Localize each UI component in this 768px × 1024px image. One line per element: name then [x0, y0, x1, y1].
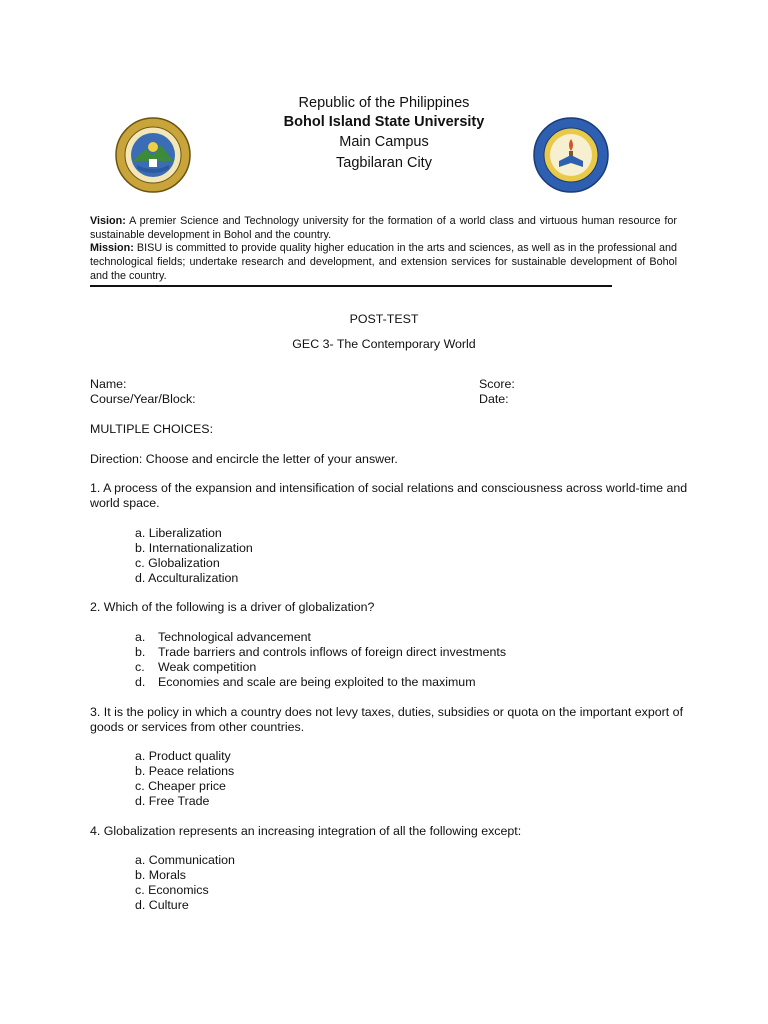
question-3-options [135, 749, 234, 809]
option[interactable]: c. Globalization [135, 556, 220, 570]
option[interactable] [135, 675, 506, 690]
university-name: Bohol Island State University [283, 114, 485, 130]
question-3: 3. It is the policy in which a country does not levy taxes, duties, subsidies or quota on the important export of goods or services from other countries. [90, 705, 684, 734]
question-4: 4. Globalization represents an increasing integration of all the following except: [90, 824, 522, 838]
option[interactable] [135, 660, 506, 675]
header-divider [90, 285, 612, 287]
option[interactable] [135, 630, 506, 645]
direction-text: Direction: Choose and encircle the letter of your answer. [90, 452, 398, 466]
option[interactable]: a. Communication [135, 853, 235, 867]
option[interactable] [135, 645, 506, 660]
city-name: Tagbilaran City [336, 155, 432, 171]
question-4-options [135, 853, 235, 913]
option-text: Weak competition [158, 660, 257, 674]
option-letter: b. [135, 645, 146, 659]
score-field-label: Score: [479, 377, 515, 391]
section-heading: MULTIPLE CHOICES: [90, 422, 214, 436]
course-title: GEC 3- The Contemporary World [292, 337, 476, 351]
option[interactable]: b. Peace relations [135, 764, 235, 778]
option[interactable]: d. Free Trade [135, 794, 210, 808]
option-letter: d. [135, 675, 146, 689]
mission-label: Mission: [90, 242, 134, 254]
name-field-label: Name: [90, 377, 127, 391]
vision-text: A premier Science and Technology university for the formation of a world class and virtuous human resource for sustainable development in Bohol and the country. [90, 215, 677, 241]
mission-statement [90, 242, 677, 283]
option[interactable]: a. Liberalization [135, 526, 222, 540]
vision-statement [90, 215, 677, 243]
option[interactable]: b. Morals [135, 868, 186, 882]
date-field-label: Date: [479, 392, 509, 406]
option-letter: c. [135, 660, 145, 674]
question-2: 2. Which of the following is a driver of globalization? [90, 600, 375, 614]
mission-text: BISU is committed to provide quality higher education in the arts and sciences, as well as in the professional and technological fields; undertake research and development, and extension services for sustainable development of Bohol and the country. [90, 242, 677, 282]
vision-label: Vision: [90, 215, 126, 227]
option-letter: a. [135, 630, 146, 644]
option[interactable]: d. Culture [135, 898, 189, 912]
test-title: POST-TEST [349, 312, 419, 326]
option[interactable]: c. Cheaper price [135, 779, 226, 793]
option-text: Economies and scale are being exploited to the maximum [158, 675, 476, 689]
course-year-block-field-label: Course/Year/Block: [90, 392, 196, 406]
option[interactable]: b. Internationalization [135, 541, 253, 555]
question-1: 1. A process of the expansion and intensification of social relations and consciousness across world-time and world space. [90, 481, 688, 510]
option-text: Trade barriers and controls inflows of foreign direct investments [158, 645, 507, 659]
republic-line: Republic of the Philippines [298, 95, 470, 111]
question-1-options [135, 526, 253, 586]
option[interactable]: d. Acculturalization [135, 571, 239, 585]
question-2-options [135, 630, 506, 690]
option-text: Technological advancement [158, 630, 311, 644]
option[interactable]: a. Product quality [135, 749, 231, 763]
campus-name: Main Campus [339, 134, 429, 150]
option[interactable]: c. Economics [135, 883, 209, 897]
